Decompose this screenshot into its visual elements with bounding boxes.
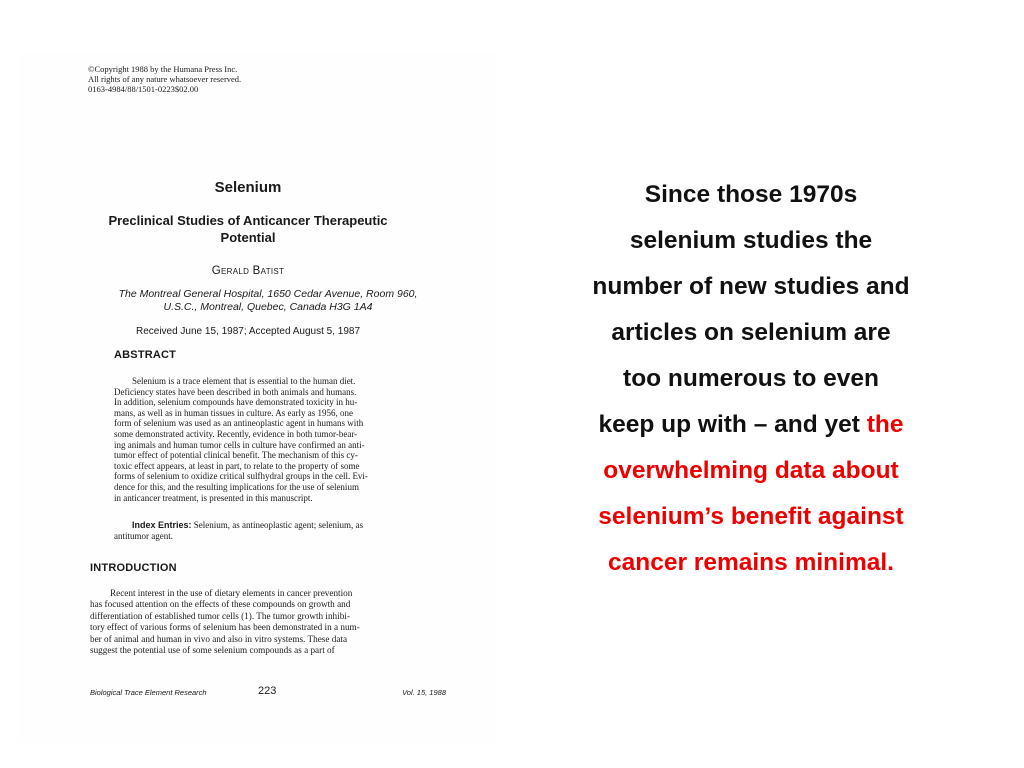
paper-author: Gerald Batist <box>211 265 285 277</box>
affiliation-line: U.S.C., Montreal, Quebec, Canada H3G 1A4 <box>163 301 373 313</box>
quote-highlight-line: overwhelming data about <box>603 457 899 484</box>
paper-affiliation <box>88 288 448 314</box>
intro-line: tory effect of various forms of selenium has been demonstrated in a num- <box>90 622 360 633</box>
abstract-line: in anticancer treatment, is presented in this manuscript. <box>114 492 313 503</box>
introduction-heading: INTRODUCTION <box>90 562 177 574</box>
quote-line: selenium studies the <box>629 227 873 254</box>
quote-text: keep up with – and yet <box>598 411 867 438</box>
abstract-line: ing animals and human tumor cells in culture have confirmed an anti- <box>114 439 365 450</box>
intro-line: suggest the potential use of some selenium compounds as a part of <box>90 645 335 656</box>
copyright-line: ©Copyright 1988 by the Humana Press Inc. <box>88 64 238 74</box>
abstract-line: forms of selenium to oxidize critical sulfhydral groups in the cell. Evi- <box>114 471 368 482</box>
paper-scan <box>18 52 498 742</box>
volume-info: Vol. 15, 1988 <box>402 688 446 697</box>
abstract-line: form of selenium was used as an antineoplastic agent in humans with <box>114 418 364 429</box>
index-entries-text: antitumor agent. <box>114 530 173 541</box>
copyright-notice <box>88 64 241 94</box>
quote-highlight-line: selenium’s benefit against <box>598 503 904 530</box>
quote-highlight-line: cancer remains minimal. <box>608 549 894 576</box>
index-entries-label: Index Entries: <box>132 520 192 530</box>
paper-title: Selenium <box>214 179 282 196</box>
received-dates: Received June 15, 1987; Accepted August 5, 1987 <box>135 326 361 337</box>
abstract-line: Selenium is a trace element that is essential to the human diet. <box>132 376 356 386</box>
paper-subtitle: Preclinical Studies of Anticancer Therapeutic Potential <box>108 213 388 245</box>
quote-highlight: the <box>866 411 904 438</box>
quote-line: Since those 1970s <box>644 181 858 208</box>
quote-line: articles on selenium are <box>611 319 891 346</box>
abstract-line: dence for this, and the resulting implications for the use of selenium <box>114 481 359 492</box>
abstract-line: toxic effect appears, at least in part, to relate to the property of some <box>114 460 360 471</box>
slide-quote <box>512 172 990 586</box>
copyright-line: All rights of any nature whatsoever reserved. <box>88 74 242 84</box>
intro-line: differentiation of established tumor cells (1). The tumor growth inhibi- <box>90 610 350 621</box>
quote-line-mixed <box>512 402 990 448</box>
index-entries-text: Selenium, as antineoplastic agent; selenium, as <box>193 520 363 530</box>
abstract-line: mans, as well as in human tissues in culture. As early as 1956, one <box>114 407 353 418</box>
abstract-text <box>114 376 440 503</box>
intro-line: ber of animal and human in vivo and also in vitro systems. These data <box>90 633 348 644</box>
abstract-line: In addition, selenium compounds have demonstrated toxicity in hu- <box>114 397 358 408</box>
quote-line: number of new studies and <box>592 273 910 300</box>
abstract-heading: ABSTRACT <box>114 349 177 361</box>
index-entries <box>114 520 440 541</box>
intro-line: Recent interest in the use of dietary elements in cancer prevention <box>110 588 353 598</box>
introduction-text <box>90 588 446 656</box>
copyright-line: 0163-4984/88/1501-0223$02.00 <box>88 84 199 94</box>
journal-name: Biological Trace Element Research <box>90 688 207 697</box>
intro-line: has focused attention on the effects of these compounds on growth and <box>90 599 351 610</box>
page-number: 223 <box>258 685 277 697</box>
affiliation-line: The Montreal General Hospital, 1650 Cedar Avenue, Room 960, <box>118 288 418 300</box>
quote-line: too numerous to even <box>623 365 879 392</box>
abstract-line: tumor effect of potential clinical benefit. The mechanism of this cy- <box>114 450 358 461</box>
abstract-line: Deficiency states have been described in both animals and humans. <box>114 386 357 397</box>
abstract-line: some demonstrated activity. Recently, evidence in both tumor-bear- <box>114 428 358 439</box>
